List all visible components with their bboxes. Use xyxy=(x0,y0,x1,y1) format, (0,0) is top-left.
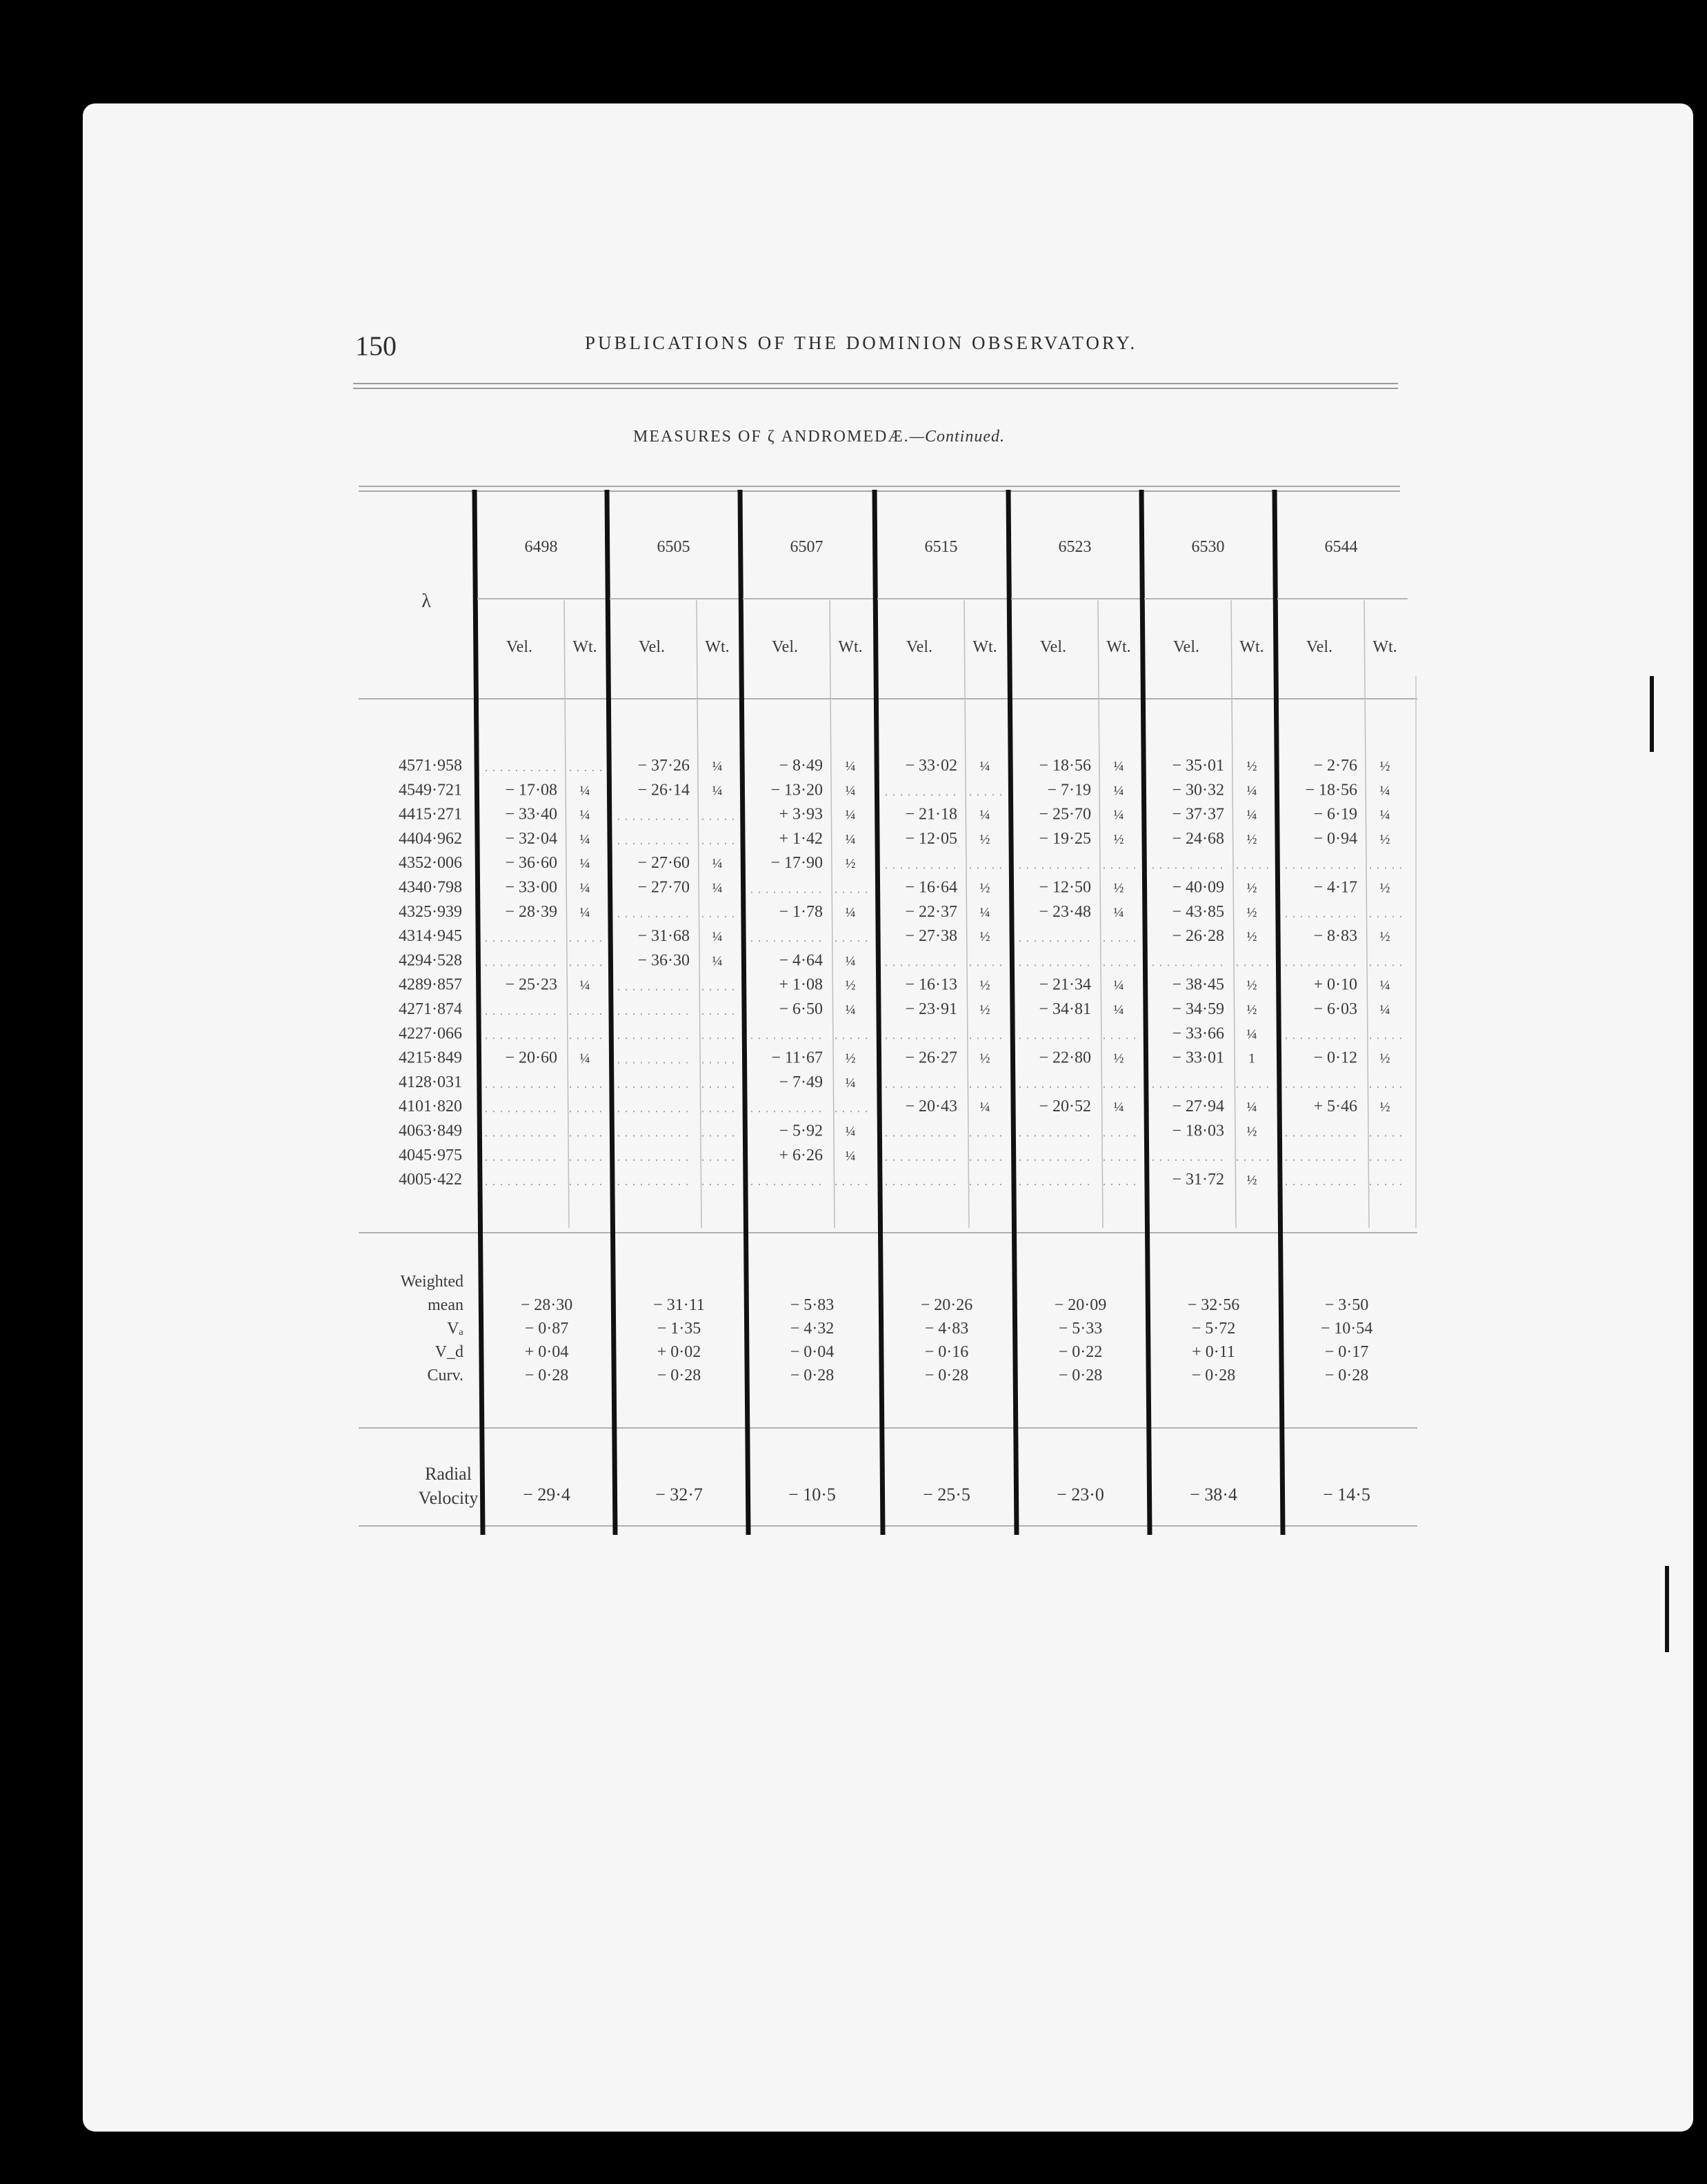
velocity-cell: − 4·64 xyxy=(779,951,823,970)
weight-cell: ¼ xyxy=(1113,1002,1124,1017)
velocity-cell: − 37·37 xyxy=(1172,805,1224,824)
weight-cell: ½ xyxy=(1113,831,1124,847)
velocity-cell: − 33·02 xyxy=(905,757,957,775)
velocity-cell: − 31·68 xyxy=(637,927,690,946)
weight-cell: ½ xyxy=(1379,759,1390,774)
velocity-cell: − 18·56 xyxy=(1039,757,1091,775)
vel-wt-divider xyxy=(564,600,569,1228)
weight-cell: ¼ xyxy=(579,831,590,847)
wt-header: Wt. xyxy=(1239,638,1264,656)
weight-cell: ½ xyxy=(1379,831,1390,847)
weight-cell: ½ xyxy=(1379,1051,1390,1066)
va-value: − 5·72 xyxy=(1191,1320,1236,1338)
velocity-cell: − 27·70 xyxy=(637,878,690,897)
velocity-cell: − 18·03 xyxy=(1172,1122,1224,1140)
wavelength-label: 4101·820 xyxy=(399,1098,462,1116)
weight-cell: ½ xyxy=(979,1002,990,1017)
weight-cell: ½ xyxy=(1246,759,1257,774)
weight-cell: ¼ xyxy=(712,929,723,945)
summary-label-vd: V_d xyxy=(435,1343,463,1361)
velocity-cell: − 17·90 xyxy=(770,854,823,873)
column-rule-thick xyxy=(875,490,883,1535)
velocity-cell: − 33·40 xyxy=(505,805,557,824)
velocity-cell: + 6·26 xyxy=(779,1146,823,1164)
weight-cell: ¼ xyxy=(579,904,590,920)
wavelength-label: 4005·422 xyxy=(399,1171,462,1189)
column-rule-thick xyxy=(607,490,615,1535)
wavelength-label: 4227·066 xyxy=(399,1024,462,1043)
weight-cell: ½ xyxy=(1246,977,1257,993)
velocity-cell: − 26·28 xyxy=(1172,927,1224,946)
plate-number: 6515 xyxy=(924,538,958,556)
weight-cell: ¼ xyxy=(579,977,590,993)
wavelength-label: 4415·271 xyxy=(399,805,462,824)
velocity-cell: − 36·30 xyxy=(637,951,690,970)
velocity-cell: − 8·83 xyxy=(1313,927,1357,946)
edge-mark xyxy=(1650,676,1654,752)
vel-header: Vel. xyxy=(639,638,665,656)
velocity-cell: − 35·01 xyxy=(1172,757,1224,775)
curv-value: − 0·28 xyxy=(790,1367,835,1384)
velocity-cell: − 43·85 xyxy=(1172,902,1224,921)
vel-wt-divider xyxy=(830,600,835,1228)
weight-cell: ¼ xyxy=(579,783,590,799)
weight-cell: ¼ xyxy=(845,783,856,799)
vel-header: Vel. xyxy=(906,638,932,656)
weight-cell: ¼ xyxy=(1379,807,1390,823)
weighted-mean-value: − 28·30 xyxy=(520,1296,573,1314)
weight-cell: ¼ xyxy=(845,759,856,774)
velocity-cell: − 27·60 xyxy=(637,854,690,873)
weight-cell: ½ xyxy=(979,880,990,896)
caption-continued: —Continued. xyxy=(909,428,1005,446)
velocity-cell: − 27·38 xyxy=(905,927,957,946)
velocity-cell: − 16·13 xyxy=(905,975,957,994)
weight-cell: ½ xyxy=(1246,880,1257,896)
velocity-cell: − 25·23 xyxy=(505,975,557,994)
weight-cell: ¼ xyxy=(712,856,723,872)
velocity-cell: − 33·66 xyxy=(1172,1024,1224,1043)
page-number: 150 xyxy=(355,330,397,361)
velocity-cell: − 38·45 xyxy=(1172,975,1224,994)
velocity-cell: − 5·92 xyxy=(779,1122,823,1140)
vel-header: Vel. xyxy=(506,638,532,656)
weighted-mean-value: − 31·11 xyxy=(653,1296,705,1314)
velocity-cell: − 40·09 xyxy=(1172,878,1224,897)
plate-number: 6544 xyxy=(1324,538,1358,556)
weight-cell: ¼ xyxy=(712,783,723,799)
curv-value: − 0·28 xyxy=(1058,1367,1103,1384)
curv-value: − 0·28 xyxy=(524,1367,569,1384)
wavelength-label: 4314·945 xyxy=(399,927,462,946)
velocity-cell: − 20·60 xyxy=(505,1049,557,1067)
velocity-cell: − 23·91 xyxy=(905,1000,957,1018)
weight-cell: ¼ xyxy=(845,1075,856,1091)
velocity-cell: + 1·42 xyxy=(779,829,823,848)
vel-header: Vel. xyxy=(1173,638,1199,656)
plate-number: 6523 xyxy=(1058,538,1092,556)
radial-velocity-value: − 38·4 xyxy=(1190,1485,1237,1505)
weight-cell: ¼ xyxy=(845,1002,856,1017)
radial-velocity-value: − 25·5 xyxy=(923,1485,970,1505)
radial-velocity-value: − 23·0 xyxy=(1057,1485,1104,1505)
weight-cell: ¼ xyxy=(845,831,856,847)
plate-number: 6530 xyxy=(1191,538,1225,556)
velocity-cell: − 0·12 xyxy=(1313,1049,1357,1067)
vel-wt-divider xyxy=(964,600,969,1228)
weight-cell: ¼ xyxy=(712,953,723,969)
weight-cell: ½ xyxy=(1113,880,1124,896)
velocity-cell: − 20·52 xyxy=(1039,1098,1091,1116)
weight-cell: ½ xyxy=(1246,904,1257,920)
velocity-cell: − 12·50 xyxy=(1039,878,1091,897)
column-rule-thick xyxy=(1141,490,1150,1535)
wt-header: Wt. xyxy=(838,638,863,656)
weight-cell: ½ xyxy=(1246,831,1257,847)
wavelength-label: 4571·958 xyxy=(399,757,462,775)
wavelength-label: 4352·006 xyxy=(399,854,462,873)
weight-cell: ½ xyxy=(1246,1124,1257,1140)
weight-cell: ¼ xyxy=(845,953,856,969)
weight-cell: ¼ xyxy=(1246,807,1257,823)
weight-cell: ¼ xyxy=(979,759,990,774)
weight-cell: ½ xyxy=(845,977,856,993)
weight-cell: ¼ xyxy=(1246,783,1257,799)
weight-cell: ¼ xyxy=(579,807,590,823)
weight-cell: ¼ xyxy=(1379,1002,1390,1017)
weight-cell: ¼ xyxy=(979,807,990,823)
velocity-cell: − 6·50 xyxy=(779,1000,823,1018)
weight-cell: ¼ xyxy=(845,1124,856,1140)
wt-header: Wt. xyxy=(1106,638,1131,656)
weight-cell: ½ xyxy=(1246,1002,1257,1017)
vd-value: + 0·11 xyxy=(1192,1343,1235,1361)
column-rule-thick xyxy=(740,490,748,1535)
weight-cell: ½ xyxy=(1246,1173,1257,1189)
vel-header: Vel. xyxy=(772,638,798,656)
velocity-cell: − 17·08 xyxy=(505,781,557,800)
weight-cell: ½ xyxy=(845,856,856,872)
weight-cell: ¼ xyxy=(579,1051,590,1066)
curv-value: − 0·28 xyxy=(1191,1367,1236,1384)
vel-header: Vel. xyxy=(1040,638,1066,656)
velocity-cell: − 18·56 xyxy=(1305,781,1357,800)
velocity-cell: − 4·17 xyxy=(1313,878,1357,897)
weight-cell: ¼ xyxy=(979,904,990,920)
column-rule-thick xyxy=(1275,490,1283,1535)
velocity-cell: − 31·72 xyxy=(1172,1171,1224,1189)
weight-cell: ½ xyxy=(1379,1100,1390,1115)
wavelength-label: 4340·798 xyxy=(399,878,462,897)
radial-velocity-value: − 32·7 xyxy=(655,1485,703,1505)
edge-mark xyxy=(1665,1566,1669,1652)
weight-cell: ¼ xyxy=(1113,1100,1124,1115)
weight-cell: ¼ xyxy=(1246,1100,1257,1115)
radial-velocity-value: − 29·4 xyxy=(523,1485,570,1505)
curv-value: − 0·28 xyxy=(1324,1367,1369,1384)
weight-cell: ¼ xyxy=(845,807,856,823)
va-value: − 0·87 xyxy=(524,1320,569,1338)
weight-cell: 1 xyxy=(1248,1051,1255,1066)
velocity-cell: − 7·19 xyxy=(1047,781,1091,800)
weight-cell: ¼ xyxy=(1113,759,1124,774)
velocity-cell: − 6·03 xyxy=(1313,1000,1357,1018)
column-rule-thick xyxy=(1008,490,1017,1535)
velocity-cell: − 7·49 xyxy=(779,1073,823,1091)
weighted-mean-value: − 3·50 xyxy=(1324,1296,1369,1314)
weight-cell: ¼ xyxy=(1113,977,1124,993)
velocity-cell: − 37·26 xyxy=(637,757,690,775)
velocity-cell: + 3·93 xyxy=(779,805,823,824)
weight-cell: ¼ xyxy=(712,759,723,774)
running-head: PUBLICATIONS OF THE DOMINION OBSERVATORY. xyxy=(585,332,1138,353)
caption-main: MEASURES OF ζ ANDROMEDÆ. xyxy=(633,428,910,446)
velocity-cell: − 25·70 xyxy=(1039,805,1091,824)
summary-label-velocity: Velocity xyxy=(418,1488,479,1508)
velocity-cell: − 13·20 xyxy=(770,781,823,800)
summary-label-curv: Curv. xyxy=(427,1367,463,1384)
wavelength-label: 4289·857 xyxy=(399,975,462,994)
velocity-cell: − 36·60 xyxy=(505,854,557,873)
plate-number: 6498 xyxy=(524,538,558,556)
velocity-cell: + 0·10 xyxy=(1313,975,1357,994)
vel-header: Vel. xyxy=(1306,638,1332,656)
vd-value: + 0·04 xyxy=(524,1343,569,1361)
column-rule-thick xyxy=(475,490,483,1535)
weight-cell: ¼ xyxy=(1113,783,1124,799)
weight-cell: ½ xyxy=(845,1051,856,1066)
weight-cell: ¼ xyxy=(579,856,590,872)
vd-value: − 0·04 xyxy=(790,1343,835,1361)
weight-cell: ½ xyxy=(979,831,990,847)
wavelength-label: 4294·528 xyxy=(399,951,462,970)
weight-cell: ¼ xyxy=(845,904,856,920)
velocity-cell: − 32·04 xyxy=(505,829,557,848)
velocity-cell: − 6·19 xyxy=(1313,805,1357,824)
velocity-cell: + 1·08 xyxy=(779,975,823,994)
wt-header: Wt. xyxy=(705,638,730,656)
radial-velocity-value: − 14·5 xyxy=(1323,1485,1370,1505)
velocity-cell: − 16·64 xyxy=(905,878,957,897)
vd-value: − 0·16 xyxy=(924,1343,969,1361)
velocity-cell: − 19·25 xyxy=(1039,829,1091,848)
vel-wt-divider xyxy=(1098,600,1103,1228)
velocity-cell: − 26·14 xyxy=(637,781,690,800)
vel-wt-divider xyxy=(697,600,701,1228)
summary-label-mean: mean xyxy=(428,1296,463,1314)
velocity-cell: − 27·94 xyxy=(1172,1098,1224,1116)
va-value: − 10·54 xyxy=(1320,1320,1373,1338)
weight-cell: ½ xyxy=(1379,880,1390,896)
weight-cell: ½ xyxy=(1246,929,1257,945)
wt-header: Wt. xyxy=(1372,638,1397,656)
wavelength-label: 4063·849 xyxy=(399,1122,462,1140)
weight-cell: ¼ xyxy=(845,1148,856,1164)
curv-value: − 0·28 xyxy=(657,1367,701,1384)
va-value: − 4·32 xyxy=(790,1320,835,1338)
summary-label-va: Vₐ xyxy=(447,1320,463,1338)
weighted-mean-value: − 5·83 xyxy=(790,1296,835,1314)
velocity-cell: − 22·37 xyxy=(905,902,957,921)
wavelength-label: 4128·031 xyxy=(399,1073,462,1091)
velocity-cell: − 21·34 xyxy=(1039,975,1091,994)
weight-cell: ½ xyxy=(979,1051,990,1066)
velocity-cell: − 26·27 xyxy=(905,1049,957,1067)
velocity-cell: − 34·81 xyxy=(1039,1000,1091,1018)
wavelength-label: 4215·849 xyxy=(399,1049,462,1067)
plate-number: 6507 xyxy=(790,538,823,556)
wavelength-label: 4271·874 xyxy=(399,1000,462,1018)
weight-cell: ¼ xyxy=(979,1100,990,1115)
wt-header: Wt. xyxy=(972,638,997,656)
weight-cell: ¼ xyxy=(579,880,590,896)
va-value: − 4·83 xyxy=(924,1320,969,1338)
wavelength-label: 4549·721 xyxy=(399,781,462,800)
vd-value: − 0·17 xyxy=(1324,1343,1369,1361)
velocity-cell: − 34·59 xyxy=(1172,1000,1224,1018)
velocity-cell: − 11·67 xyxy=(771,1049,823,1067)
velocity-cell: − 20·43 xyxy=(905,1098,957,1116)
velocity-cell: − 33·00 xyxy=(505,878,557,897)
vel-wt-divider xyxy=(1231,600,1236,1228)
wavelength-label: 4404·962 xyxy=(399,829,462,848)
lambda-header: λ xyxy=(421,590,431,612)
velocity-cell: − 33·01 xyxy=(1172,1049,1224,1067)
va-value: − 1·35 xyxy=(657,1320,701,1338)
weighted-mean-value: − 20·26 xyxy=(920,1296,973,1314)
weight-cell: ¼ xyxy=(1246,1026,1257,1042)
velocity-cell: − 2·76 xyxy=(1313,757,1357,775)
velocity-cell: − 12·05 xyxy=(905,829,957,848)
vd-value: + 0·02 xyxy=(657,1343,701,1361)
weighted-mean-value: − 32·56 xyxy=(1187,1296,1240,1314)
weight-cell: ½ xyxy=(1379,929,1390,945)
wt-header: Wt. xyxy=(572,638,597,656)
weight-cell: ½ xyxy=(1113,1051,1124,1066)
velocity-cell: − 0·94 xyxy=(1313,829,1357,848)
wavelength-label: 4045·975 xyxy=(399,1146,462,1164)
radial-velocity-value: − 10·5 xyxy=(788,1485,836,1505)
summary-label-radial: Radial xyxy=(425,1464,472,1484)
velocity-cell: − 23·48 xyxy=(1039,902,1091,921)
weight-cell: ½ xyxy=(979,977,990,993)
wavelength-label: 4325·939 xyxy=(399,902,462,921)
velocity-cell: − 30·32 xyxy=(1172,781,1224,800)
curv-value: − 0·28 xyxy=(924,1367,969,1384)
plate-number: 6505 xyxy=(657,538,690,556)
weight-cell: ¼ xyxy=(1379,783,1390,799)
weight-cell: ¼ xyxy=(1379,977,1390,993)
weight-cell: ¼ xyxy=(1113,807,1124,823)
summary-label-weighted: Weighted xyxy=(400,1273,463,1291)
velocity-cell: − 24·68 xyxy=(1172,829,1224,848)
velocity-cell: + 5·46 xyxy=(1313,1098,1357,1116)
velocity-cell: − 1·78 xyxy=(779,902,823,921)
va-value: − 5·33 xyxy=(1058,1320,1103,1338)
vd-value: − 0·22 xyxy=(1058,1343,1103,1361)
velocity-cell: − 21·18 xyxy=(905,805,957,824)
velocity-cell: − 22·80 xyxy=(1039,1049,1091,1067)
vel-wt-divider xyxy=(1364,600,1369,1228)
weight-cell: ½ xyxy=(979,929,990,945)
weight-cell: ¼ xyxy=(1113,904,1124,920)
velocity-cell: − 8·49 xyxy=(779,757,823,775)
weight-cell: ¼ xyxy=(712,880,723,896)
weighted-mean-value: − 20·09 xyxy=(1054,1296,1107,1314)
velocity-cell: − 28·39 xyxy=(505,902,557,921)
